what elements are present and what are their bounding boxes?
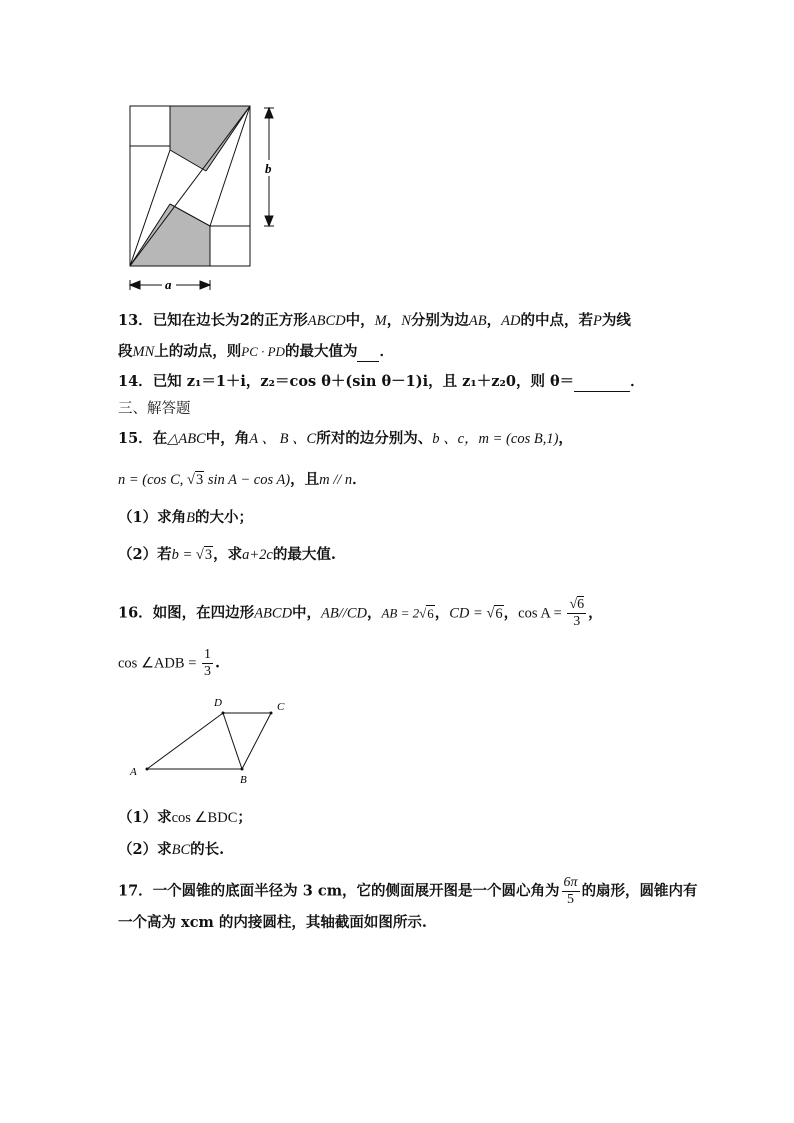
q16-line2 bbox=[118, 647, 220, 680]
q14-answer-blank[interactable] bbox=[574, 377, 630, 392]
edge-AD bbox=[147, 713, 223, 769]
quadrilateral-figure bbox=[124, 693, 294, 789]
q16-cosA-frac: $\frac{√6}{3}$ bbox=[569, 597, 585, 629]
q16-cd: CD = bbox=[449, 605, 487, 622]
q15-part2-text: （2）若 bbox=[118, 546, 172, 563]
q13-m: M bbox=[374, 313, 387, 329]
vertex-D: D bbox=[214, 697, 222, 709]
vertex-C: C bbox=[277, 701, 285, 713]
q15-part2-text: 的最大值. bbox=[272, 546, 336, 563]
q16-text: 如图，在四边形 bbox=[152, 604, 255, 622]
q15-part1-var: B bbox=[186, 510, 195, 526]
q16-cosADB: cos ∠ADB = bbox=[118, 655, 200, 672]
q16-part1-text: （1）求 bbox=[118, 809, 172, 826]
q15-number: 15． bbox=[118, 430, 153, 447]
q13-sep: ， bbox=[486, 312, 502, 329]
q17-text: 一个圆锥的底面半径为 3 cm，它的侧面展开图是一个圆心角为 bbox=[152, 882, 560, 900]
q15-triangle: △ABC bbox=[167, 431, 206, 447]
q15-part2 bbox=[118, 545, 336, 565]
q15-part1-text: （1）求角 bbox=[118, 509, 187, 526]
q16-part2 bbox=[118, 840, 224, 860]
q17-frac bbox=[562, 875, 580, 908]
bottom-right-square bbox=[210, 226, 250, 266]
q16-sep: ， bbox=[588, 604, 603, 622]
q13-p: P bbox=[592, 313, 602, 329]
q13-line1 bbox=[118, 311, 631, 331]
q14-number: 14． bbox=[118, 373, 153, 390]
q16-ab: AB = 2 bbox=[381, 605, 420, 621]
q15-text: 中，角 bbox=[205, 430, 250, 447]
q15-end: ． bbox=[352, 471, 367, 488]
q13-text: 的正方形 bbox=[249, 312, 308, 329]
q15-sep: ， bbox=[558, 430, 573, 447]
q14-text: 已知 z₁＝1＋i，z₂＝cos θ＋(sin θ－1)i，且 z₁＋z₂0，则 θ＝ bbox=[152, 373, 575, 390]
q13-n: N bbox=[401, 313, 411, 329]
q16-end: . bbox=[215, 654, 221, 672]
q15-line1 bbox=[118, 429, 573, 449]
q14-end: ． bbox=[630, 373, 645, 390]
q15-angles: A 、 B 、C bbox=[249, 431, 317, 447]
q13-text: 中， bbox=[345, 312, 375, 329]
q16-part2-text: （2）求 bbox=[118, 841, 172, 858]
q16-sep: ， bbox=[434, 604, 450, 622]
edge-CB bbox=[242, 713, 271, 769]
label-b: b bbox=[265, 161, 272, 176]
q15-part1-text: 的大小； bbox=[194, 509, 253, 526]
q13-answer-blank[interactable] bbox=[357, 347, 379, 362]
q16-ab-radicand: 6 bbox=[427, 605, 434, 621]
q15-text: 在 bbox=[152, 430, 168, 447]
q13-text: 的最大值为 bbox=[284, 343, 358, 360]
q16-cd-sqrt: √6 bbox=[486, 605, 503, 622]
q15-vector-m: m = (cos B,1) bbox=[478, 431, 559, 447]
q16-ab-sqrt: √6 bbox=[419, 605, 434, 621]
q15-vector-n: n = (cos C, bbox=[118, 472, 187, 488]
q15-line2 bbox=[118, 470, 367, 490]
q17-frac-den: 5 bbox=[567, 892, 575, 907]
q16-quad: ABCD bbox=[254, 605, 293, 622]
q17-frac-num: 6π bbox=[563, 875, 578, 890]
q16-sep: ， bbox=[503, 604, 519, 622]
q16-cosADB-frac bbox=[202, 647, 213, 680]
q16-part2-expr: BC bbox=[171, 842, 191, 858]
q16-cd-radicand: 6 bbox=[495, 605, 503, 622]
q16-cosADB-num: 1 bbox=[204, 647, 211, 662]
section-heading: 三、解答题 bbox=[118, 401, 191, 417]
q15-part2-var: b = bbox=[171, 547, 196, 563]
top-left-square bbox=[130, 106, 170, 146]
q16-sep: ， bbox=[366, 604, 382, 622]
q17-line2 bbox=[118, 913, 427, 933]
q17-number: 17． bbox=[118, 882, 153, 900]
q13-side: 2 bbox=[239, 312, 250, 329]
q13-text: 上的动点，则 bbox=[154, 343, 242, 360]
q17-line1 bbox=[118, 875, 698, 908]
rectangle-figure bbox=[118, 98, 288, 298]
q14-line bbox=[118, 372, 645, 392]
q15-part2-sqrt: √3 bbox=[195, 547, 213, 563]
q13-number: 13． bbox=[118, 312, 153, 329]
q15-part2-text: ，求 bbox=[213, 546, 243, 563]
vertex-A: A bbox=[130, 766, 137, 778]
q13-ab: AB bbox=[468, 313, 487, 329]
q15-sqrt: √3 bbox=[187, 472, 204, 488]
q13-sep: ， bbox=[386, 312, 402, 329]
q15-part2-expr: a+2c bbox=[242, 547, 273, 563]
q15-part2-radicand: 3 bbox=[204, 547, 213, 563]
q16-part2-text: 的长. bbox=[190, 841, 225, 858]
label-a: a bbox=[165, 277, 172, 292]
edge-DB bbox=[223, 713, 242, 769]
q15-sides: b 、c， bbox=[432, 431, 479, 447]
q15-sqrt-radicand: 3 bbox=[195, 472, 204, 488]
q13-line2 bbox=[118, 342, 394, 362]
q13-end: ． bbox=[379, 343, 394, 360]
q15-text: 所对的边分别为、 bbox=[316, 430, 433, 447]
q16-cosA-den: 3 bbox=[573, 614, 581, 629]
q16-number: 16． bbox=[118, 604, 153, 622]
q16-part1-expr: cos ∠BDC bbox=[171, 810, 238, 826]
q15-part1 bbox=[118, 508, 253, 528]
vertex-B: B bbox=[240, 774, 247, 786]
q17-text: 的扇形，圆锥内有 bbox=[581, 882, 698, 900]
q13-text: 段 bbox=[118, 343, 133, 360]
q16-line1 bbox=[118, 597, 603, 630]
q17-text: 一个高为 xcm 的内接圆柱，其轴截面如图所示. bbox=[118, 914, 427, 931]
q16-text: 中， bbox=[292, 604, 322, 622]
q16-cosA-num: 6 bbox=[577, 597, 585, 612]
q16-cosADB-den: 3 bbox=[204, 664, 211, 679]
q16-cosA: cos A = bbox=[518, 605, 566, 622]
q13-text: 分别为边 bbox=[410, 312, 469, 329]
q16-part1 bbox=[118, 808, 252, 828]
q15-text: ，且 bbox=[290, 471, 320, 488]
shaded-top bbox=[170, 106, 250, 171]
q15-parallel: m // n bbox=[319, 472, 353, 488]
q13-vector-expr: PC · PD bbox=[241, 344, 285, 359]
q15-vector-n-tail: sin A − cos A) bbox=[204, 472, 291, 488]
q16-parallel: AB//CD bbox=[321, 605, 367, 622]
q13-ad: AD bbox=[501, 313, 521, 329]
q13-text: 的中点，若 bbox=[520, 312, 593, 329]
q13-text: 为线 bbox=[601, 312, 631, 329]
q13-text: 已知在边长为 bbox=[152, 312, 240, 329]
q16-part1-text: ； bbox=[237, 809, 252, 826]
q13-mn: MN bbox=[132, 344, 155, 360]
q13-square: ABCD bbox=[307, 313, 346, 329]
